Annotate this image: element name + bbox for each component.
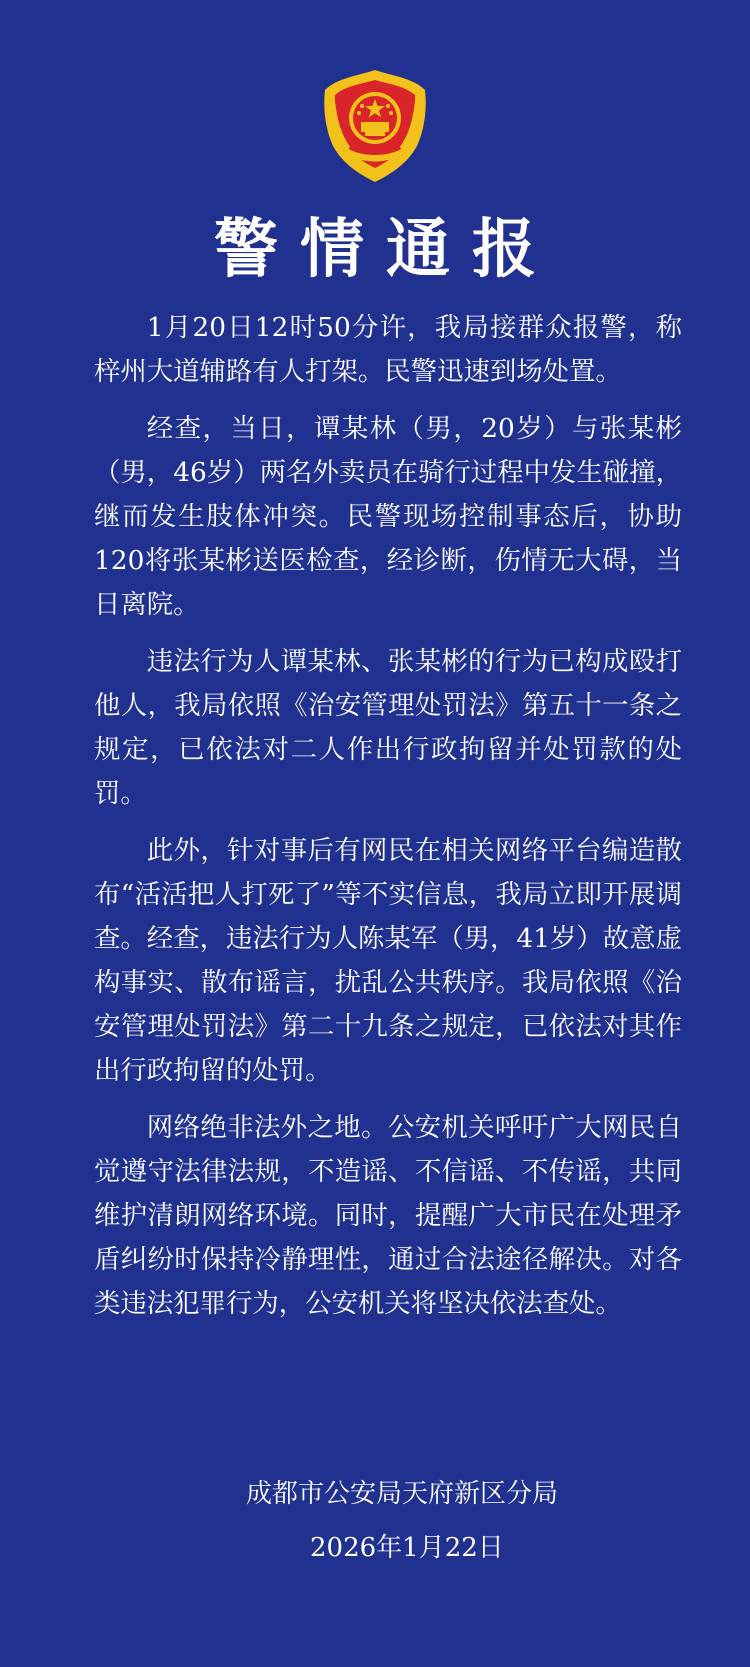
notice-paragraph-4: 此外，针对事后有网民在相关网络平台编造散布“活活把人打死了”等不实信息，我局立即开展调查。经查，违法行为人陈某军（男，41岁）故意虚构事实、散布谣言，扰乱公共秩序。我局依照《治安管理处罚法》第二十九条之规定，已依法对其作出行政拘留的处罚。 [94, 835, 682, 1086]
issue-date: 2026年1月22日 [310, 1533, 504, 1563]
notice-paragraph-2: 经查，当日，谭某林（男，20岁）与张某彬（男，46岁）两名外卖员在骑行过程中发生碰撞，继而发生肢体冲突。民警现场控制事态后，协助120将张某彬送医检查，经诊断，伤情无大碍，当日离院。 [94, 413, 682, 620]
notice-paragraph-5: 网络绝非法外之地。公安机关呼吁广大网民自觉遵守法律法规，不造谣、不信谣、不传谣，共同维护清朗网络环境。同时，提醒广大市民在处理矛盾纠纷时保持冷静理性，通过合法途径解决。对各类违法犯罪行为，公安机关将坚决依法查处。 [94, 1112, 682, 1319]
notice-title: 警情通报 [214, 213, 558, 287]
notice-paragraph-3: 违法行为人谭某林、张某彬的行为已构成殴打他人，我局依照《治安管理处罚法》第五十一条之规定，已依法对二人作出行政拘留并处罚款的处罚。 [94, 646, 682, 809]
police-emblem-icon [315, 66, 435, 186]
notice-body [94, 306, 682, 1339]
notice-paragraph-1: 1月20日12时50分许，我局接群众报警，称梓州大道辅路有人打架。民警迅速到场处置。 [94, 312, 682, 387]
issuing-organization: 成都市公安局天府新区分局 [246, 1479, 559, 1509]
